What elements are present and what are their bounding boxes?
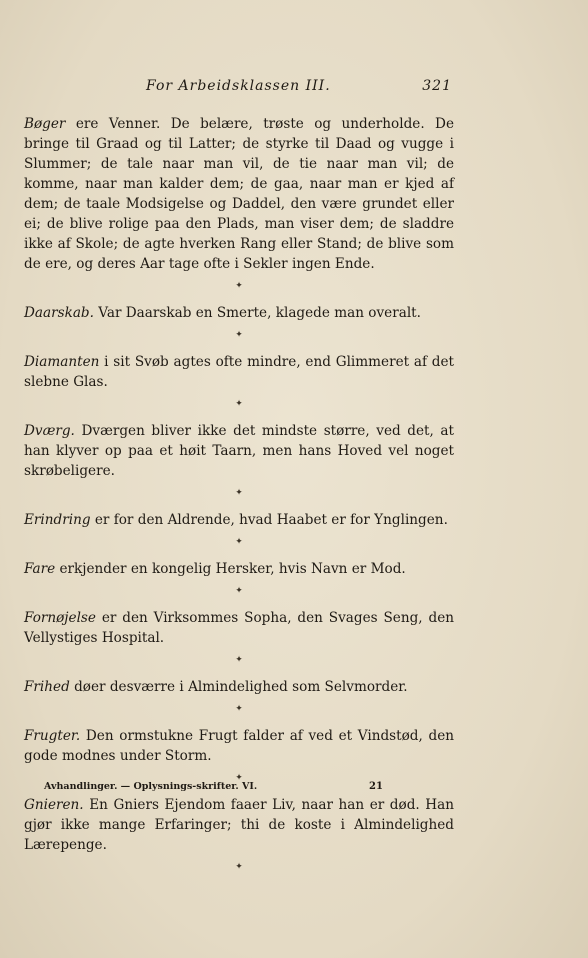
separator-ornament: ✦ xyxy=(235,704,243,714)
entry xyxy=(24,608,454,648)
entry-text: erkjender en kongelig Hersker, hvis Navn er Mod. xyxy=(55,561,406,577)
page-body xyxy=(24,114,454,884)
entry-headword: Erindring xyxy=(24,512,91,528)
signature-mark: 21 xyxy=(369,781,383,792)
entry xyxy=(24,303,454,323)
entry-text: Den ormstukne Frugt falder af ved et Vindstød, den gode modnes under Storm. xyxy=(24,728,454,764)
entry xyxy=(24,510,454,530)
entry-text: er for den Aldrende, hvad Haabet er for Ynglingen. xyxy=(90,512,448,528)
entry-text: er den Virksommes Sopha, den Svages Seng, den Vellystiges Hospital. xyxy=(24,610,454,646)
separator-ornament: ✦ xyxy=(235,655,243,665)
separator-ornament: ✦ xyxy=(235,330,243,340)
entry-text: Dværgen bliver ikke det mindste større, ved det, at han klyver op paa et høit Taarn, men hans Hoved vel noget skrøbeligere. xyxy=(24,423,454,479)
entry-headword: Diamanten xyxy=(24,354,100,370)
entry-headword: Fornøjelse xyxy=(24,610,96,626)
entry-text: i sit Svøb agtes ofte mindre, end Glimmeret af det slebne Glas. xyxy=(24,354,454,390)
separator-ornament: ✦ xyxy=(235,399,243,409)
separator-ornament: ✦ xyxy=(235,488,243,498)
entry-headword: Dværg. xyxy=(24,423,75,439)
page-number: 321 xyxy=(422,78,452,94)
entry xyxy=(24,114,454,274)
separator-ornament: ✦ xyxy=(235,537,243,547)
entry-headword: Daarskab. xyxy=(24,305,94,321)
entry xyxy=(24,421,454,481)
running-title: For Arbeidsklassen III. xyxy=(146,78,331,94)
entry-text: En Gniers Ejendom faaer Liv, naar han er død. Han gjør ikke mange Erfaringer; thi de koste i Almindelighed Lærepenge. xyxy=(24,797,454,853)
entry xyxy=(24,726,454,766)
entry xyxy=(24,559,454,579)
entry-text: døer desværre i Almindelighed som Selvmorder. xyxy=(69,679,408,695)
separator-ornament: ✦ xyxy=(235,773,243,783)
separator-ornament: ✦ xyxy=(235,586,243,596)
entry-headword: Frihed xyxy=(24,679,70,695)
entry-headword: Bøger xyxy=(24,116,66,132)
page-footer xyxy=(44,781,444,792)
imprint-line: Avhandlinger. — Oplysnings-skrifter. VI. xyxy=(44,781,258,792)
entry-headword: Frugter. xyxy=(24,728,81,744)
separator-ornament: ✦ xyxy=(235,281,243,291)
entry-text: ere Venner. De belære, trøste og underholde. De bringe til Graad og til Latter; de styrke til Daad og vugge i Slummer; de tale naar man vil, de tie naar man vil; de komme, naar man kalder dem; de gaa, naar man er kjed af dem; de taale Modsigelse og Daddel, den være grundet eller ei; de blive rolige paa den Plads, man viser dem; de sladdre ikke af Skole; de agte hverken Rang eller Stand; de blive som de ere, og deres Aar tage ofte i Sekler ingen Ende. xyxy=(24,116,454,272)
entry-text: Var Daarskab en Smerte, klagede man overalt. xyxy=(93,305,421,321)
entry xyxy=(24,677,454,697)
entry xyxy=(24,352,454,392)
separator-ornament: ✦ xyxy=(235,862,243,872)
entry xyxy=(24,795,454,855)
entry-headword: Gnieren. xyxy=(24,797,84,813)
entry-headword: Fare xyxy=(24,561,56,577)
